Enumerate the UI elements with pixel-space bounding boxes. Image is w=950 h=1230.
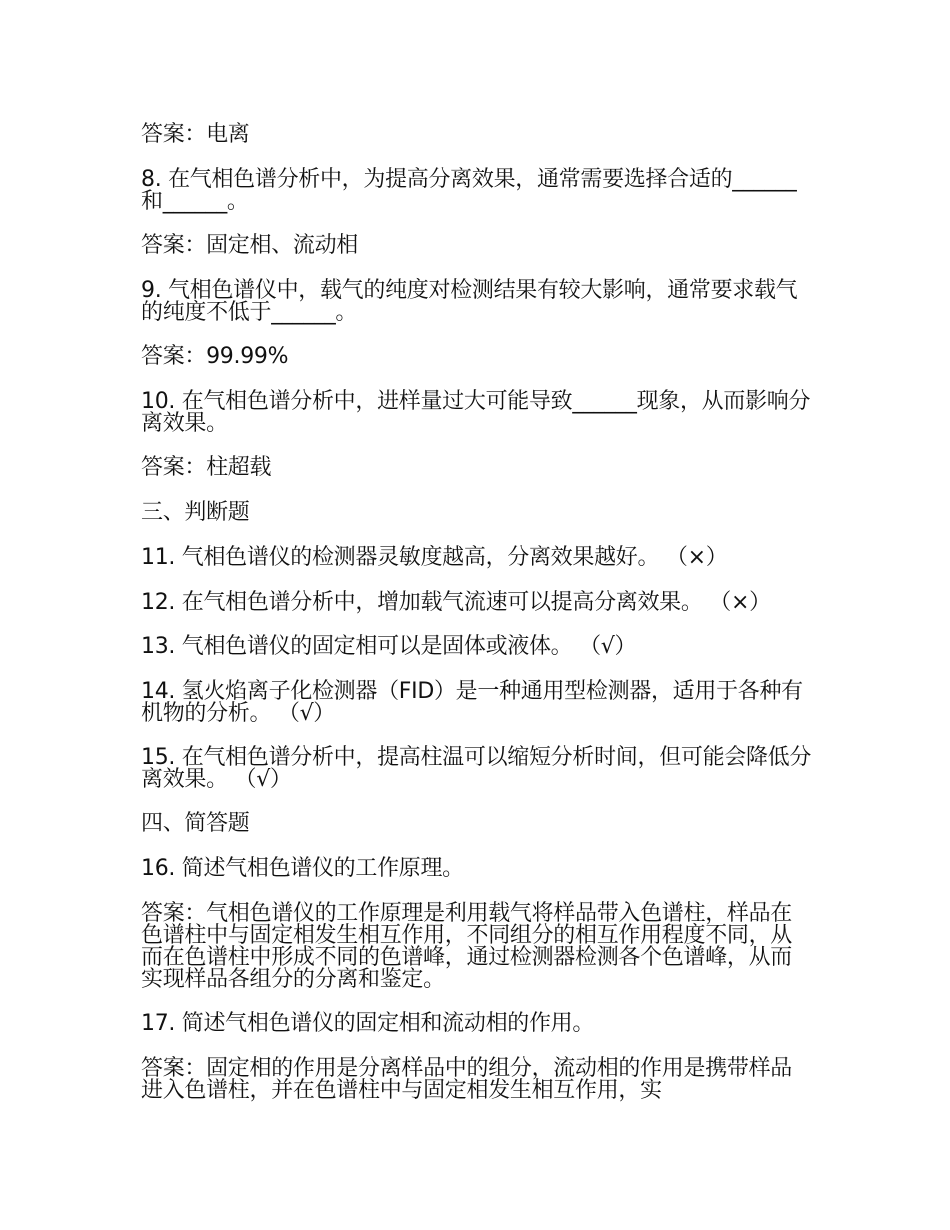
question-13: 13. 气相色谱仪的固定相可以是固体或液体。 （√） bbox=[141, 634, 637, 659]
answer-8: 答案：固定相、流动相 bbox=[141, 233, 359, 258]
answer-17: 答案：固定相的作用是分离样品中的组分，流动相的作用是携带样品进入色谱柱，并在色谱柱中与固定相发生相互作用，实 bbox=[141, 1056, 793, 1103]
question-15: 15. 在气相色谱分析中，提高柱温可以缩短分析时间，但可能会降低分离效果。 （√） bbox=[141, 745, 812, 792]
section-heading-short-answer: 四、简答题 bbox=[141, 811, 250, 836]
question-16: 16. 简述气相色谱仪的工作原理。 bbox=[141, 856, 464, 881]
question-17: 17. 简述气相色谱仪的固定相和流动相的作用。 bbox=[141, 1011, 595, 1036]
answer-7: 答案：电离 bbox=[141, 122, 250, 147]
answer-16: 答案：气相色谱仪的工作原理是利用载气将样品带入色谱柱，样品在色谱柱中与固定相发生相互作用，不同组分的相互作用程度不同，从而在色谱柱中形成不同的色谱峰，通过检测器检测各个色谱峰，从而实现样品各组分的分离和鉴定。 bbox=[141, 901, 793, 992]
section-heading-judgement: 三、判断题 bbox=[141, 500, 250, 525]
question-11: 11. 气相色谱仪的检测器灵敏度越高，分离效果越好。 （×） bbox=[141, 545, 728, 570]
answer-9: 答案：99.99% bbox=[141, 344, 289, 369]
question-14: 14. 氢火焰离子化检测器（FID）是一种通用型检测器，适用于各种有机物的分析。 （√） bbox=[141, 679, 803, 726]
document-page bbox=[141, 124, 813, 1124]
question-10: 10. 在气相色谱分析中，进样量过大可能导致______现象，从而影响分离效果。 bbox=[141, 389, 811, 436]
question-9: 9. 气相色谱仪中，载气的纯度对检测结果有较大影响，通常要求载气的纯度不低于______。 bbox=[141, 278, 798, 325]
answer-10: 答案：柱超载 bbox=[141, 455, 272, 480]
question-12: 12. 在气相色谱分析中，增加载气流速可以提高分离效果。 （×） bbox=[141, 590, 771, 615]
question-8: 8. 在气相色谱分析中，为提高分离效果，通常需要选择合适的______和______。 bbox=[141, 167, 797, 214]
